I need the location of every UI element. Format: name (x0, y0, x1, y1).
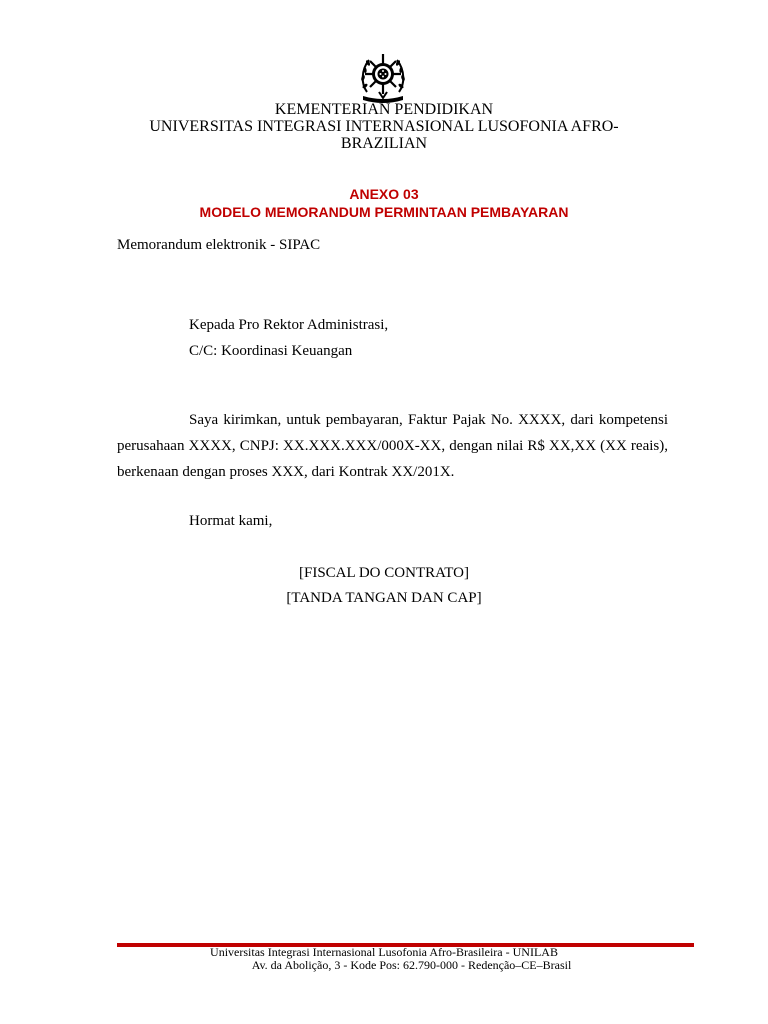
closing-salutation: Hormat kami, (189, 513, 273, 529)
addressee-block (189, 312, 388, 364)
university-name-line2: BRAZILIAN (340, 135, 428, 152)
signature-block (100, 561, 668, 611)
signatory-role: [FISCAL DO CONTRATO] (298, 565, 469, 581)
letterhead (100, 101, 668, 152)
annex-title: MODELO MEMORANDUM PERMINTAAN PEMBAYARAN (199, 204, 569, 220)
page-footer (100, 946, 668, 972)
annex-heading (100, 185, 668, 221)
ministry-name: KEMENTERIAN PENDIDIKAN (274, 101, 494, 118)
university-name-line1: UNIVERSITAS INTEGRASI INTERNASIONAL LUSOFONIA AFRO- (149, 118, 619, 135)
signature-stamp: [TANDA TANGAN DAN CAP] (286, 590, 482, 606)
body-paragraph: Saya kirimkan, untuk pembayaran, Faktur Pajak No. XXXX, dari kompetensi perusahaan XXXX, CNPJ: XX.XXX.XXX/000X-XX, dengan nilai R$ XX,XX (XX reais), berkenaan dengan proses XXX, dari Kontrak XX/201X. (117, 412, 668, 480)
addressee-cc: C/C: Koordinasi Keuangan (189, 343, 353, 359)
footer-institution: Universitas Integrasi Internasional Lusofonia Afro-Brasileira - UNILAB (210, 945, 558, 959)
coat-of-arms-icon (357, 48, 409, 104)
memo-type: Memorandum elektronik - SIPAC (117, 237, 321, 253)
annex-number: ANEXO 03 (349, 186, 419, 202)
footer-address: Av. da Abolição, 3 - Kode Pos: 62.790-000 - Redenção–CE–Brasil (251, 958, 572, 972)
addressee-to: Kepada Pro Rektor Administrasi, (189, 317, 389, 333)
